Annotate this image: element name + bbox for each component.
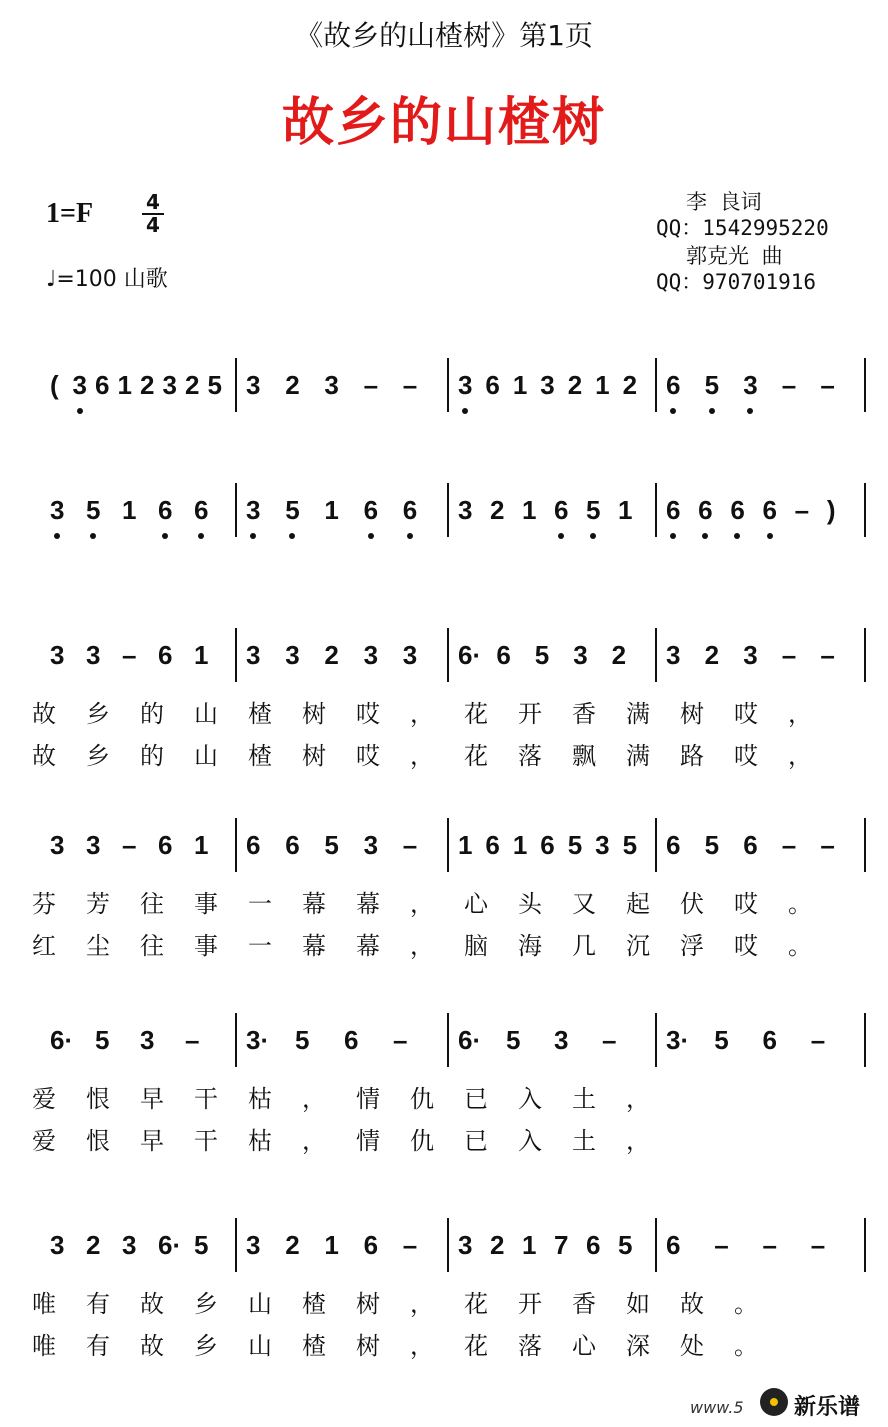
note: 3 [402, 640, 418, 670]
tempo-marking: ♩=100 山歌 [46, 267, 168, 292]
note: 5 [295, 1025, 310, 1055]
note: 1 [117, 370, 132, 400]
note: 6· [458, 1025, 482, 1055]
note: 5 [586, 495, 601, 525]
note: 1 [595, 370, 610, 400]
note: 2 [567, 370, 583, 400]
note: 2 [285, 370, 300, 400]
note: 3 [122, 1230, 137, 1260]
lyric-line: 爱恨早干枯，情仇已入土， [32, 1127, 680, 1155]
note: 6 [496, 640, 511, 670]
low-octave-dot [54, 533, 60, 539]
note: 6 [554, 495, 569, 525]
note: 2 [622, 370, 638, 400]
dash-note: – [762, 1230, 777, 1260]
dash-note: – [820, 830, 835, 860]
note: 6 [485, 830, 500, 860]
note: 6 [666, 830, 681, 860]
note: 3 [50, 495, 65, 525]
note: 2 [285, 1230, 300, 1260]
dash-note: – [393, 1025, 408, 1055]
lyric-line: 红尘往事一幕幕，脑海几沉浮哎。 [32, 932, 842, 960]
note: 7 [554, 1230, 569, 1260]
note: 6 [666, 1230, 681, 1260]
note: 2 [490, 1230, 505, 1260]
low-octave-dot [198, 533, 204, 539]
note: 3 [285, 640, 300, 670]
note: 2 [86, 1230, 101, 1260]
note: 6 [666, 370, 681, 400]
low-octave-dot [670, 533, 676, 539]
dash-note: – [820, 640, 835, 670]
note: 3· [246, 1025, 270, 1055]
note: 6 [540, 830, 555, 860]
note: 3 [540, 370, 555, 400]
lyricist-qq: QQ：1542995220 [656, 216, 829, 240]
note: 3 [743, 640, 758, 670]
lyric-line: 唯有故乡山楂树，花开香如故。 [32, 1290, 788, 1318]
note: 1 [194, 640, 209, 670]
note: 3 [246, 370, 261, 400]
note: 1 [618, 495, 633, 525]
note: 6 [743, 830, 758, 860]
dash-note: – [402, 1230, 418, 1260]
meter-top: 4 [146, 190, 160, 214]
bracket: ( [50, 370, 59, 400]
lyric-line: 芬芳往事一幕幕，心头又起伏哎。 [32, 890, 842, 918]
note: 5 [534, 640, 550, 670]
note: 3 [458, 370, 473, 400]
note: 6 [698, 495, 713, 525]
note: 3 [50, 830, 65, 860]
note: 5 [704, 370, 720, 400]
page-header: 《故乡的山楂树》第1页 [295, 19, 593, 52]
note: 1 [324, 495, 339, 525]
note: 3 [363, 640, 379, 670]
note: 1 [458, 830, 473, 860]
dash-note: – [794, 495, 810, 525]
note: 3 [86, 640, 101, 670]
note: 5 [714, 1025, 729, 1055]
note: 5 [324, 830, 339, 860]
lyric-line: 唯有故乡山楂树，花落心深处。 [32, 1332, 788, 1360]
watermark-brand: 新乐谱 [794, 1395, 861, 1420]
note: 6 [402, 495, 418, 525]
dash-note: – [781, 830, 797, 860]
note: 5 [95, 1025, 110, 1055]
note: 6 [158, 640, 173, 670]
note: 3 [246, 640, 261, 670]
key-signature: 1=F [46, 198, 94, 229]
note: 1 [122, 495, 137, 525]
note: 3 [86, 830, 101, 860]
note: 5 [618, 1230, 633, 1260]
note: 3 [595, 830, 610, 860]
note: 5 [207, 370, 222, 400]
note: 6 [762, 1025, 777, 1055]
composer-credit: 郭克光 曲 [686, 244, 783, 268]
composer-qq: QQ：970701916 [656, 270, 817, 294]
dash-note: – [402, 370, 418, 400]
dash-note: – [185, 1025, 200, 1055]
note: 3 [162, 370, 177, 400]
note: 1 [522, 1230, 537, 1260]
note: 6 [158, 830, 173, 860]
song-title: 故乡的山楂树 [281, 93, 606, 153]
note: 2 [324, 640, 339, 670]
record-icon [760, 1388, 788, 1416]
lyricist-credit: 李 良词 [686, 190, 762, 214]
note: 6 [586, 1230, 601, 1260]
note: 3 [324, 370, 339, 400]
bracket: ) [826, 495, 836, 525]
note: 3 [246, 1230, 261, 1260]
dash-note: – [820, 370, 835, 400]
low-octave-dot [368, 533, 374, 539]
lyric-line: 故乡的山楂树哎，花开香满树哎， [32, 700, 842, 728]
lyric-line: 爱恨早干枯，情仇已入土， [32, 1085, 680, 1113]
note: 3 [458, 495, 473, 525]
note: 6 [730, 495, 745, 525]
low-octave-dot [90, 533, 96, 539]
note: 6 [485, 370, 500, 400]
note: 6 [285, 830, 300, 860]
note: 1 [194, 830, 209, 860]
note: 3· [666, 1025, 690, 1055]
note: 6 [363, 495, 379, 525]
note: 5 [194, 1230, 209, 1260]
dash-note: – [602, 1025, 617, 1055]
note: 3 [363, 830, 379, 860]
dash-note: – [781, 370, 797, 400]
low-octave-dot [767, 533, 773, 539]
note: 2 [490, 495, 505, 525]
note: 6 [762, 495, 777, 525]
note: 1 [324, 1230, 339, 1260]
note: 2 [185, 370, 200, 400]
low-octave-dot [590, 533, 596, 539]
note: 6 [158, 495, 173, 525]
note: 3 [246, 495, 261, 525]
dash-note: – [781, 640, 797, 670]
dash-note: – [810, 1230, 826, 1260]
note: 6 [95, 370, 110, 400]
low-octave-dot [558, 533, 564, 539]
note: 3 [50, 640, 65, 670]
dash-note: – [714, 1230, 729, 1260]
note: 3 [743, 370, 758, 400]
note: 3 [50, 1230, 65, 1260]
note: 2 [704, 640, 720, 670]
note: 5 [567, 830, 583, 860]
meter-bottom: 4 [146, 213, 160, 237]
low-octave-dot [77, 408, 83, 414]
low-octave-dot [407, 533, 413, 539]
low-octave-dot [462, 408, 468, 414]
dash-note: – [122, 830, 137, 860]
note: 6· [458, 640, 482, 670]
note: 3 [666, 640, 681, 670]
note: 3 [573, 640, 588, 670]
note: 6 [666, 495, 681, 525]
low-octave-dot [250, 533, 256, 539]
note: 1 [522, 495, 537, 525]
lyric-line: 故乡的山楂树哎，花落飘满路哎， [32, 742, 842, 770]
note: 5 [285, 495, 300, 525]
note: 5 [506, 1025, 521, 1055]
note: 6 [344, 1025, 359, 1055]
dash-note: – [402, 830, 418, 860]
note: 2 [140, 370, 155, 400]
note: 3 [72, 370, 87, 400]
note: 6· [50, 1025, 74, 1055]
note: 6 [363, 1230, 379, 1260]
note: 6 [194, 495, 209, 525]
note: 1 [512, 370, 528, 400]
note: 6 [246, 830, 261, 860]
note: 3 [458, 1230, 473, 1260]
dash-note: – [122, 640, 137, 670]
low-octave-dot [709, 408, 715, 414]
note: 3 [140, 1025, 155, 1055]
watermark-url: www.5 [690, 1398, 744, 1417]
note: 3 [554, 1025, 569, 1055]
note: 2 [611, 640, 627, 670]
low-octave-dot [162, 533, 168, 539]
note: 5 [622, 830, 638, 860]
low-octave-dot [670, 408, 676, 414]
note: 5 [704, 830, 720, 860]
dash-note: – [363, 370, 379, 400]
note: 6· [158, 1230, 182, 1260]
note: 1 [512, 830, 528, 860]
note: 5 [86, 495, 101, 525]
dash-note: – [810, 1025, 826, 1055]
